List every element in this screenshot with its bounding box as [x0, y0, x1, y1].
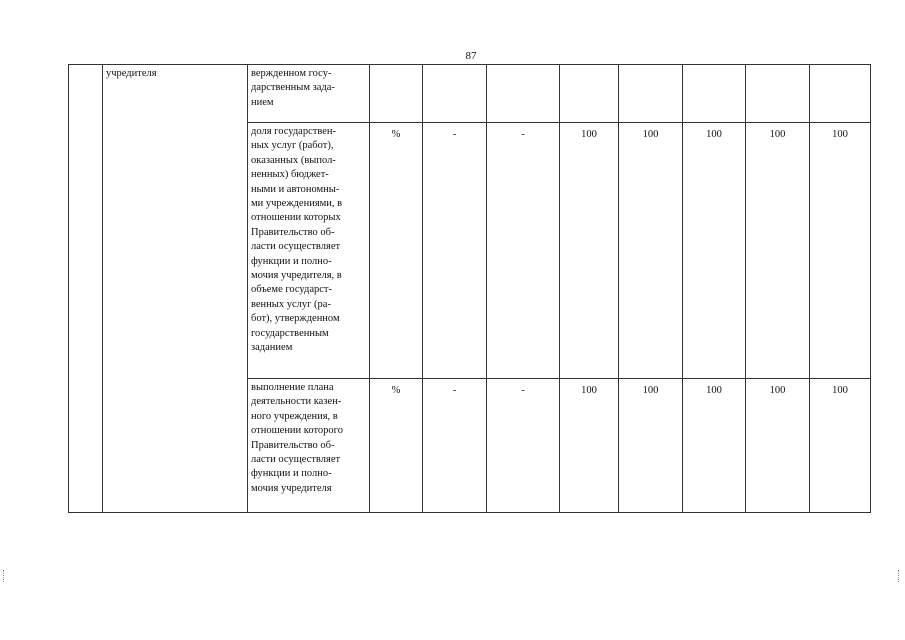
desc-line: ными и автономны- [251, 183, 340, 195]
unit-cell: % [370, 123, 423, 379]
value-cell: - [487, 123, 560, 379]
name-text: учредителя [106, 68, 157, 79]
scan-edge-mark [898, 570, 900, 582]
value-cell: 100 [560, 379, 619, 513]
desc-line: заданием [251, 342, 293, 354]
value-cell: - [423, 379, 487, 513]
desc-line: Правительство об- [251, 439, 335, 451]
value-cell: 100 [683, 123, 746, 379]
desc-line: ласти осуществляет [251, 454, 341, 466]
scan-edge-mark [3, 570, 5, 582]
desc-line: мочия учредителя, в [251, 270, 342, 282]
page-number: 87 [465, 50, 477, 62]
desc-line: бот), утвержденном [251, 313, 340, 325]
value-cell [746, 65, 810, 123]
desc-line: мочия учредителя [251, 482, 332, 494]
value-cell [560, 65, 619, 123]
desc-line: венных услуг (ра- [251, 298, 331, 310]
value-cell [423, 65, 487, 123]
desc-line: оказанных (выпол- [251, 154, 336, 166]
value-cell: - [423, 123, 487, 379]
description-cell [248, 379, 370, 513]
value-cell: 100 [746, 379, 810, 513]
desc-line: функции и полно- [251, 255, 332, 267]
desc-line: ласти осуществляет [251, 241, 341, 253]
desc-line: деятельности казен- [251, 396, 342, 408]
desc-line: отношении которого [251, 425, 343, 437]
value-cell: 100 [619, 123, 683, 379]
value-cell [810, 65, 871, 123]
desc-line: Правительство об- [251, 226, 335, 238]
desc-line: нием [251, 96, 274, 108]
description-cell [248, 123, 370, 379]
value-cell: 100 [810, 123, 871, 379]
desc-line: ненных) бюджет- [251, 169, 329, 181]
value-cell: 100 [810, 379, 871, 513]
value-cell [619, 65, 683, 123]
desc-line: функции и полно- [251, 468, 332, 480]
desc-line: отношении которых [251, 212, 341, 224]
table-row [69, 65, 871, 123]
desc-line: ми учреждениями, в [251, 198, 343, 210]
value-cell [683, 65, 746, 123]
desc-line: объеме государст- [251, 284, 333, 296]
index-cell [69, 65, 103, 513]
desc-line: вержденном госу- [251, 68, 332, 79]
description-cell [248, 65, 370, 123]
indicator-table [68, 64, 871, 513]
desc-line: ных услуг (работ), [251, 140, 334, 152]
desc-line: доля государствен- [251, 126, 336, 137]
desc-line: дарственным зада- [251, 82, 335, 94]
unit-cell: % [370, 379, 423, 513]
value-cell: 100 [619, 379, 683, 513]
value-cell: 100 [683, 379, 746, 513]
desc-line: выполнение плана [251, 382, 334, 393]
value-cell: 100 [560, 123, 619, 379]
value-cell: - [487, 379, 560, 513]
value-cell [487, 65, 560, 123]
unit-cell [370, 65, 423, 123]
name-cell [103, 65, 248, 513]
desc-line: ного учреждения, в [251, 410, 338, 422]
desc-line: государственным [251, 327, 329, 339]
value-cell: 100 [746, 123, 810, 379]
